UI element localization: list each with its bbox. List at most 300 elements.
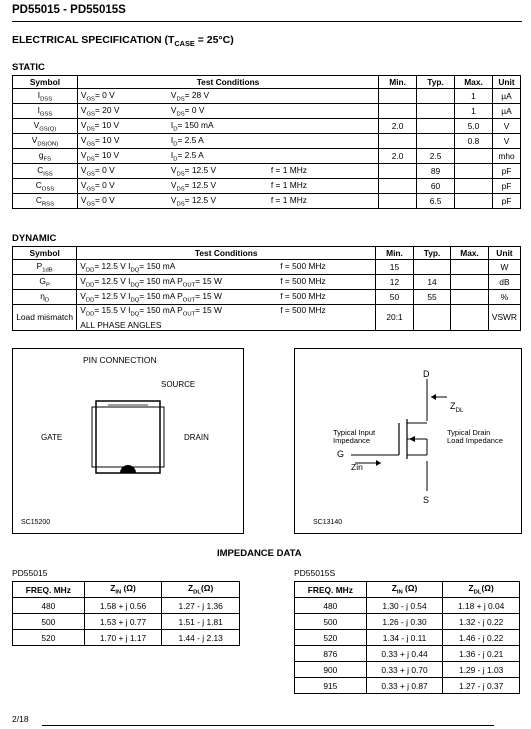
zdl-cell: 1.27 - j 0.37 — [443, 678, 520, 694]
freq-header: FREQ. MHz — [295, 582, 367, 598]
impedance-row — [295, 678, 520, 694]
section-title-sub: CASE — [174, 39, 195, 49]
zin-arrow-head — [376, 460, 381, 466]
cond-part: DQ — [130, 282, 140, 289]
symbol-sub: D — [44, 297, 50, 304]
freq-cell: 900 — [295, 662, 367, 678]
cond-part: = 150 mA P — [139, 290, 183, 301]
min-cell — [379, 179, 417, 194]
symbol-base: V — [33, 119, 40, 130]
unit-cell: pF — [492, 194, 520, 209]
typ-cell — [413, 260, 451, 275]
zdl-cell: 1.27 - j 1.36 — [162, 598, 240, 614]
column-header: Max. — [455, 76, 493, 89]
typ-cell: 89 — [417, 164, 455, 179]
cond-letter: I — [170, 134, 174, 145]
condition-1 — [80, 134, 174, 148]
dynamic-row — [13, 260, 521, 275]
symbol-cell — [13, 164, 78, 179]
zin-cell: 0.33 + j 0.87 — [366, 678, 443, 694]
impedance-right-name: PD55015S — [294, 568, 336, 578]
symbol-base: I — [37, 89, 41, 100]
column-header: Max. — [451, 247, 489, 260]
impedance-row — [13, 598, 240, 614]
symbol-sub: DS(ON) — [37, 141, 59, 148]
cond-part: = 12.5 V I — [94, 275, 131, 286]
drain-label: DRAIN — [184, 433, 209, 442]
cond-sub: DS — [86, 156, 95, 163]
column-header: Test Conditions — [77, 247, 376, 260]
section-title-prefix: ELECTRICAL SPECIFICATION (T — [12, 34, 175, 46]
cond-part: = 150 mA P — [139, 305, 183, 315]
typ-cell: 55 — [413, 290, 451, 305]
test-conditions-cell — [77, 164, 378, 179]
condition-1 — [81, 90, 171, 103]
condition-line — [80, 305, 280, 320]
static-table — [12, 75, 521, 209]
gate-terminal-label: G — [337, 449, 345, 459]
cond-sub: D — [173, 156, 178, 163]
condition-3: f = 1 MHz — [270, 164, 307, 175]
column-header: Symbol — [13, 76, 78, 89]
pin-panel-title: PIN CONNECTION — [83, 355, 157, 365]
min-cell — [379, 194, 417, 209]
impedance-row — [295, 630, 520, 646]
cond-letter: V — [80, 149, 87, 160]
impedance-row — [295, 646, 520, 662]
freq-cell: 500 — [295, 614, 367, 630]
cond-letter: V — [80, 134, 87, 145]
typ-cell: 60 — [417, 179, 455, 194]
static-heading: STATIC — [12, 62, 45, 73]
typical-input-line1: Typical Input — [333, 428, 376, 437]
test-conditions-cell — [77, 275, 376, 290]
min-cell: 2.0 — [379, 119, 417, 134]
max-cell — [455, 164, 493, 179]
cond-sub: DS — [176, 201, 185, 208]
symbol-base: η — [40, 290, 45, 301]
unit-cell: VSWR — [488, 305, 520, 331]
test-conditions-cell — [77, 260, 376, 275]
max-cell — [451, 260, 489, 275]
condition-1 — [81, 105, 171, 118]
typical-drain-label — [447, 429, 503, 445]
condition-1 — [81, 195, 171, 208]
zdl-cell: 1.29 - j 1.03 — [443, 662, 520, 678]
z-sub: IN — [115, 589, 122, 596]
z-letter: Z — [110, 583, 116, 594]
static-row — [13, 164, 521, 179]
typ-cell — [417, 134, 455, 149]
dynamic-row — [13, 290, 521, 305]
freq-header: FREQ. MHz — [13, 582, 85, 598]
column-header: Typ. — [413, 247, 451, 260]
cond-sub: GS — [86, 201, 95, 208]
cond-sub: DS — [176, 186, 185, 193]
condition-2 — [171, 90, 271, 103]
cond-part: = 150 mA P — [139, 275, 183, 286]
freq-cell: 500 — [13, 614, 85, 630]
typical-drain-line2: Load Impedance — [447, 436, 503, 445]
unit-cell: pF — [492, 179, 520, 194]
cond-sub: DS — [86, 126, 95, 133]
cond-letter: V — [80, 119, 87, 130]
unit-cell: V — [492, 119, 520, 134]
column-header: Typ. — [417, 76, 455, 89]
package-outline — [96, 401, 160, 473]
cond-part: = 12.5 V I — [94, 290, 131, 301]
zdl-cell: 1.44 - j 2.13 — [162, 630, 240, 646]
cond-part: = 15.5 V I — [94, 305, 131, 315]
cond-letter: V — [170, 194, 177, 205]
dynamic-heading: DYNAMIC — [12, 233, 57, 244]
condition-2 — [171, 180, 271, 193]
cond-letter: I — [170, 119, 174, 130]
typ-cell: 2.5 — [417, 149, 455, 164]
zin-cell: 1.34 - j 0.11 — [366, 630, 443, 646]
cond-part: = 12.5 V I — [94, 260, 131, 271]
min-cell: 15 — [376, 260, 414, 275]
symbol-text: Load mismatch — [16, 311, 74, 322]
condition-2 — [171, 195, 271, 208]
cond-value: = 150 mA — [177, 119, 214, 130]
column-header: Unit — [488, 247, 520, 260]
cond-letter: V — [80, 194, 87, 205]
zin-cell: 1.58 + j 0.56 — [84, 598, 162, 614]
symbol-base: C — [35, 179, 42, 190]
zdl-cell: 1.32 - j 0.22 — [443, 614, 520, 630]
symbol-base: P — [36, 260, 43, 271]
static-row — [13, 194, 521, 209]
cond-letter: V — [170, 89, 177, 100]
min-cell — [379, 89, 417, 104]
condition-line — [80, 261, 280, 274]
freq-cell: 876 — [295, 646, 367, 662]
cond-part: OUT — [182, 282, 196, 289]
typ-cell — [417, 104, 455, 119]
zdl-label — [450, 401, 464, 414]
cond-frequency: f = 500 MHz — [280, 275, 326, 286]
test-conditions-cell — [77, 149, 378, 164]
unit-cell: dB — [488, 275, 520, 290]
zin-cell: 1.26 - j 0.30 — [366, 614, 443, 630]
unit-cell: µA — [492, 89, 520, 104]
freq-cell: 520 — [13, 630, 85, 646]
z-letter: Z — [188, 583, 194, 594]
cond-part: DD — [85, 282, 95, 289]
impedance-row — [295, 614, 520, 630]
condition-2 — [171, 120, 271, 133]
unit-cell: mho — [492, 149, 520, 164]
cond-value: = 10 V — [94, 119, 120, 130]
symbol-cell — [13, 134, 78, 149]
cond-letter: V — [80, 164, 87, 175]
static-row — [13, 104, 521, 119]
cond-part: DD — [85, 311, 95, 318]
static-row — [13, 179, 521, 194]
symbol-sub: OSS — [41, 186, 55, 193]
cond-sub: GS — [86, 141, 95, 148]
zin-cell: 0.33 + j 0.44 — [366, 646, 443, 662]
symbol-cell — [13, 260, 77, 275]
typical-input-line2: Impedance — [333, 436, 371, 445]
cond-value: = 2.5 A — [177, 149, 204, 160]
symbol-sub: GSS — [39, 111, 53, 118]
symbol-base: g — [38, 149, 44, 160]
cond-sub: D — [173, 126, 178, 133]
unit-cell: % — [488, 290, 520, 305]
cond-part: DQ — [130, 267, 140, 274]
impedance-row — [295, 662, 520, 678]
min-cell — [379, 134, 417, 149]
circuit-panel-code: SC13140 — [313, 519, 343, 526]
cond-part: V — [80, 305, 86, 315]
freq-cell: 480 — [295, 598, 367, 614]
condition-2 — [171, 150, 271, 163]
test-conditions-cell — [77, 305, 376, 331]
unit-cell: W — [488, 260, 520, 275]
symbol-cell — [13, 119, 78, 134]
cond-part: V — [80, 275, 86, 286]
symbol-cell — [13, 305, 77, 331]
cond-value: = 12.5 V — [184, 164, 217, 175]
cond-part: DQ — [130, 311, 140, 318]
cond-value: = 0 V — [94, 194, 115, 205]
cond-value: = 10 V — [94, 149, 120, 160]
typ-cell: 14 — [413, 275, 451, 290]
condition-2 — [171, 135, 271, 148]
cond-sub: DS — [176, 111, 185, 118]
min-cell: 12 — [376, 275, 414, 290]
impedance-table-pd55015 — [12, 581, 240, 646]
cond-part: = 15 W — [195, 275, 222, 286]
symbol-base: C — [35, 194, 42, 205]
cond-value: = 12.5 V — [184, 194, 217, 205]
symbol-cell — [13, 149, 78, 164]
max-cell — [451, 305, 489, 331]
z-unit: (Ω) — [481, 583, 494, 594]
condition-line — [80, 291, 280, 304]
typ-cell — [417, 89, 455, 104]
z-letter: Z — [391, 583, 397, 594]
cond-sub: GS — [86, 186, 95, 193]
cond-part: = 15 W — [195, 290, 222, 301]
zin-label: Zin — [351, 462, 363, 472]
test-conditions-cell — [77, 104, 378, 119]
typ-cell — [417, 119, 455, 134]
unit-cell: µA — [492, 104, 520, 119]
body-arrow — [409, 436, 415, 442]
cond-letter: V — [170, 179, 177, 190]
cond-sub: GS — [86, 111, 95, 118]
freq-cell: 480 — [13, 598, 85, 614]
zdl-sub: DL — [455, 406, 464, 414]
cond-letter: V — [80, 89, 87, 100]
symbol-sub: DSS — [40, 96, 53, 103]
freq-cell: 915 — [295, 678, 367, 694]
zdl-cell: 1.46 - j 0.22 — [443, 630, 520, 646]
dynamic-table — [12, 246, 521, 331]
zdl-cell: 1.18 + j 0.04 — [443, 598, 520, 614]
symbol-cell — [13, 104, 78, 119]
cond-part: DQ — [130, 297, 140, 304]
min-cell: 20:1 — [376, 305, 414, 331]
symbol-cell — [13, 89, 78, 104]
zdl-cell: 1.36 - j 0.21 — [443, 646, 520, 662]
zin-cell: 1.53 + j 0.77 — [84, 614, 162, 630]
condition-3: f = 1 MHz — [270, 194, 307, 205]
max-cell: 5.0 — [455, 119, 493, 134]
condition-3: f = 1 MHz — [270, 179, 307, 190]
cond-letter: I — [170, 149, 174, 160]
typ-cell — [413, 305, 451, 331]
min-cell — [379, 104, 417, 119]
column-header: Test Conditions — [77, 76, 378, 89]
cond-value: = 0 V — [94, 89, 115, 100]
cond-sub: GS — [86, 171, 95, 178]
zdl-header — [162, 582, 240, 598]
drain-terminal-label: D — [423, 369, 430, 379]
cond-sub: GS — [86, 96, 95, 103]
source-label: SOURCE — [161, 380, 196, 389]
column-header: Min. — [376, 247, 414, 260]
cond-value: = 12.5 V — [184, 179, 217, 190]
source-terminal-label: S — [423, 495, 430, 505]
typ-cell: 6.5 — [417, 194, 455, 209]
max-cell — [451, 290, 489, 305]
max-cell: 1 — [455, 89, 493, 104]
symbol-cell — [13, 275, 77, 290]
condition-1 — [80, 149, 174, 163]
zdl-cell: 1.51 - j 1.81 — [162, 614, 240, 630]
cond-part: OUT — [182, 311, 196, 318]
unit-cell: pF — [492, 164, 520, 179]
typical-input-label — [333, 429, 375, 445]
section-title — [12, 34, 234, 48]
cond-part: = 15 W — [195, 305, 222, 315]
cond-letter: V — [170, 164, 177, 175]
symbol-base: C — [37, 164, 44, 175]
max-cell — [451, 275, 489, 290]
symbol-base: G — [39, 275, 46, 286]
static-row — [13, 89, 521, 104]
cond-frequency: f = 500 MHz — [280, 260, 326, 271]
zdl-header — [443, 582, 520, 598]
test-conditions-cell — [77, 179, 378, 194]
cond-part: V — [80, 260, 86, 271]
column-header: Unit — [492, 76, 520, 89]
condition-2 — [171, 165, 271, 178]
min-cell: 2.0 — [379, 149, 417, 164]
cond-value: = 2.5 A — [177, 134, 204, 145]
cond-part: DD — [85, 297, 95, 304]
test-conditions-cell — [77, 89, 378, 104]
unit-cell: V — [492, 134, 520, 149]
impedance-left-name: PD55015 — [12, 568, 48, 578]
package-drawing — [88, 395, 168, 481]
cond-value: = 10 V — [94, 134, 120, 145]
z-sub: IN — [396, 589, 403, 596]
cond-part: V — [80, 290, 86, 301]
symbol-sub: 1dB — [42, 267, 53, 274]
zdl-arrow-head — [431, 394, 436, 400]
test-conditions-cell — [77, 134, 378, 149]
symbol-sub: FS — [43, 156, 52, 163]
zin-header — [84, 582, 162, 598]
condition-line — [80, 276, 280, 289]
header-rule — [12, 21, 522, 22]
symbol-cell — [13, 194, 78, 209]
z-letter: Z — [468, 583, 474, 594]
max-cell — [455, 179, 493, 194]
dynamic-row — [13, 305, 521, 331]
cond-value: = 0 V — [184, 104, 205, 115]
section-title-suffix: = 25°C) — [194, 34, 234, 46]
static-row — [13, 149, 521, 164]
pin-panel-code: SC15200 — [21, 519, 51, 526]
cond-letter: V — [80, 179, 87, 190]
cond-part: OUT — [182, 297, 196, 304]
test-conditions-cell — [77, 119, 378, 134]
cond-value: = 0 V — [94, 164, 115, 175]
z-sub: DL — [193, 589, 201, 596]
document-title: PD55015 - PD55015S — [12, 4, 126, 16]
symbol-sub: RSS — [41, 201, 54, 208]
max-cell — [455, 149, 493, 164]
typical-drain-line1: Typical Drain — [447, 428, 491, 437]
circuit-panel — [294, 348, 522, 534]
impedance-title: IMPEDANCE DATA — [217, 548, 302, 559]
max-cell — [455, 194, 493, 209]
impedance-row — [295, 598, 520, 614]
impedance-row — [13, 630, 240, 646]
condition-1 — [81, 180, 171, 193]
test-conditions-cell — [77, 194, 378, 209]
zin-cell: 1.70 + j 1.17 — [84, 630, 162, 646]
column-header: Min. — [379, 76, 417, 89]
z-unit: (Ω) — [121, 583, 136, 594]
cond-frequency: f = 500 MHz — [280, 290, 326, 301]
cond-value: = 28 V — [184, 89, 210, 100]
z-sub: DL — [473, 589, 482, 596]
z-unit: (Ω) — [200, 583, 214, 594]
z-unit: (Ω) — [402, 583, 418, 594]
min-cell — [379, 164, 417, 179]
cond-sub: D — [173, 141, 178, 148]
impedance-table-pd55015s — [294, 581, 520, 694]
cond-part: DD — [85, 267, 95, 274]
cond-letter: V — [170, 104, 177, 115]
pin-connection-panel — [12, 348, 244, 534]
zin-cell: 1.30 - j 0.54 — [366, 598, 443, 614]
zin-header — [366, 582, 443, 598]
footer-rule — [42, 725, 494, 726]
symbol-sub: ISS — [43, 171, 53, 178]
condition-1 — [80, 119, 174, 133]
symbol-base: I — [37, 104, 40, 115]
column-header: Symbol — [13, 247, 77, 260]
cond-value: = 20 V — [94, 104, 120, 115]
min-cell: 50 — [376, 290, 414, 305]
max-cell: 1 — [455, 104, 493, 119]
cond-sub: DS — [176, 96, 185, 103]
zdl-letter: Z — [450, 401, 456, 411]
cond-line-2: ALL PHASE ANGLES — [80, 319, 162, 330]
symbol-cell — [13, 179, 78, 194]
dynamic-row — [13, 275, 521, 290]
zin-cell: 0.33 + j 0.70 — [366, 662, 443, 678]
freq-cell: 520 — [295, 630, 367, 646]
